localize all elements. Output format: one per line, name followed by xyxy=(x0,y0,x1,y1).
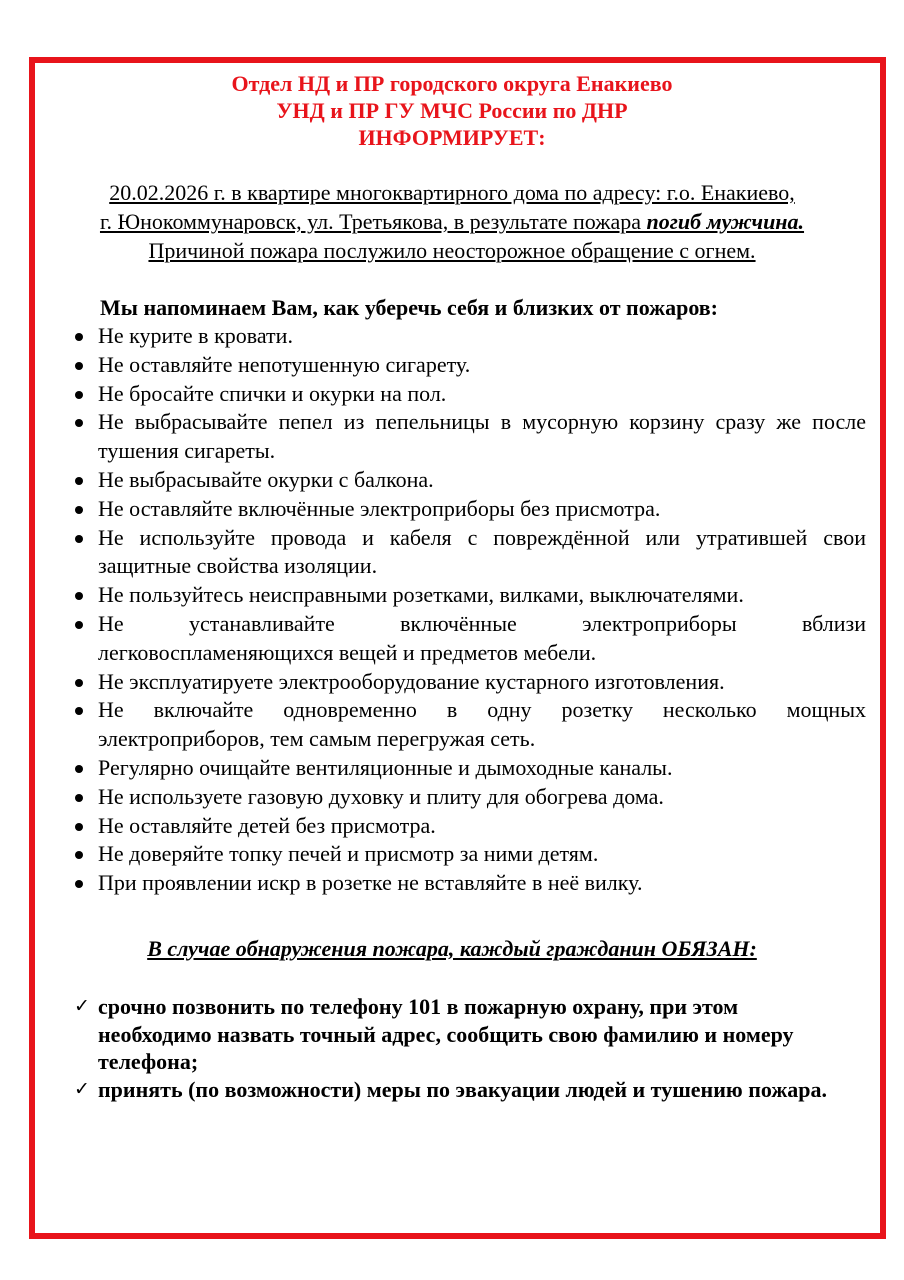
tip-text: Не оставляйте включённые электроприборы без присмотра. xyxy=(98,495,661,521)
tip-text: Не устанавливайте включённые электроприборы вблизи легковоспламеняющихся вещей и предметов мебели. xyxy=(98,610,866,665)
duty-item xyxy=(72,1076,832,1104)
header-department: Отдел НД и ПР городского округа Енакиево xyxy=(231,71,673,96)
tip-text: Не используете газовую духовку и плиту для обогрева дома. xyxy=(98,783,664,809)
safety-tip xyxy=(72,380,866,409)
duty-text: срочно позвонить по телефону 101 в пожарную охрану, при этом необходимо назвать точный адрес, сообщить свою фамилию и номеру телефона; xyxy=(98,994,794,1074)
incident-line-2-text: г. Юнокоммунаровск, ул. Третьякова, в результате пожара xyxy=(99,209,647,234)
incident-line-2 xyxy=(0,207,904,236)
duty-text: принять (по возможности) меры по эвакуации людей и тушению пожара. xyxy=(98,1076,828,1102)
safety-tip xyxy=(72,840,866,869)
safety-tip xyxy=(72,869,866,898)
safety-tip xyxy=(72,668,866,697)
tip-text: Не курите в кровати. xyxy=(98,323,293,348)
incident-line-1: 20.02.2026 г. в квартире многоквартирного дома по адресу: г.о. Енакиево, xyxy=(109,180,795,205)
safety-tip xyxy=(72,812,866,841)
tip-text: Не включайте одновременно в одну розетку несколько мощных электроприборов, тем самым перегружая сеть. xyxy=(98,697,866,752)
safety-tip xyxy=(72,696,866,754)
tip-text: Регулярно очищайте вентиляционные и дымоходные каналы. xyxy=(98,754,673,780)
obligation-heading: В случае обнаружения пожара, каждый гражданин ОБЯЗАН: xyxy=(147,936,757,961)
citizen-duties-list xyxy=(72,993,832,1103)
tip-text: Не выбрасывайте окурки с балкона. xyxy=(98,466,434,492)
safety-tip xyxy=(72,581,866,610)
tip-text: Не выбрасывайте пепел из пепельницы в мусорную корзину сразу же после тушения сигареты. xyxy=(98,409,866,464)
safety-tip xyxy=(72,524,866,582)
tip-text: Не оставляйте непотушенную сигарету. xyxy=(98,351,471,377)
header-directorate: УНД и ПР ГУ МЧС России по ДНР xyxy=(276,98,628,123)
safety-tip xyxy=(72,495,866,524)
reminder-heading: Мы напоминаем Вам, как уберечь себя и близких от пожаров: xyxy=(100,295,719,320)
duty-item xyxy=(72,993,832,1076)
tip-text: Не используйте провода и кабеля с повреждённой или утратившей свои защитные свойства изоляции. xyxy=(98,524,866,579)
safety-tip xyxy=(72,351,866,380)
tip-text: Не пользуйтесь неисправными розетками, вилками, выключателями. xyxy=(98,582,744,608)
safety-tip xyxy=(72,322,866,351)
notice-header xyxy=(0,70,904,151)
checkmark-icon: ✓ xyxy=(74,1077,90,1100)
checkmark-icon: ✓ xyxy=(74,995,90,1017)
tip-text: Не оставляйте детей без присмотра. xyxy=(98,812,436,838)
safety-tip xyxy=(72,466,866,495)
tip-text: Не доверяйте топку печей и присмотр за ними детям. xyxy=(98,841,599,867)
safety-tip xyxy=(72,610,866,668)
incident-report xyxy=(0,178,904,265)
incident-cause: Причиной пожара послужило неосторожное обращение с огнем. xyxy=(148,238,756,263)
safety-tip xyxy=(72,783,866,812)
tip-text: При проявлении искр в розетке не вставляйте в неё вилку. xyxy=(98,870,643,896)
safety-tip xyxy=(72,754,866,783)
tip-text: Не бросайте спички и окурки на пол. xyxy=(98,380,447,406)
tip-text: Не эксплуатируете электрооборудование кустарного изготовления. xyxy=(98,668,725,694)
safety-tips-list xyxy=(72,322,866,898)
incident-victim-emphasis: погиб мужчина. xyxy=(646,209,805,234)
safety-tip xyxy=(72,408,866,466)
header-informs: ИНФОРМИРУЕТ: xyxy=(358,125,546,150)
